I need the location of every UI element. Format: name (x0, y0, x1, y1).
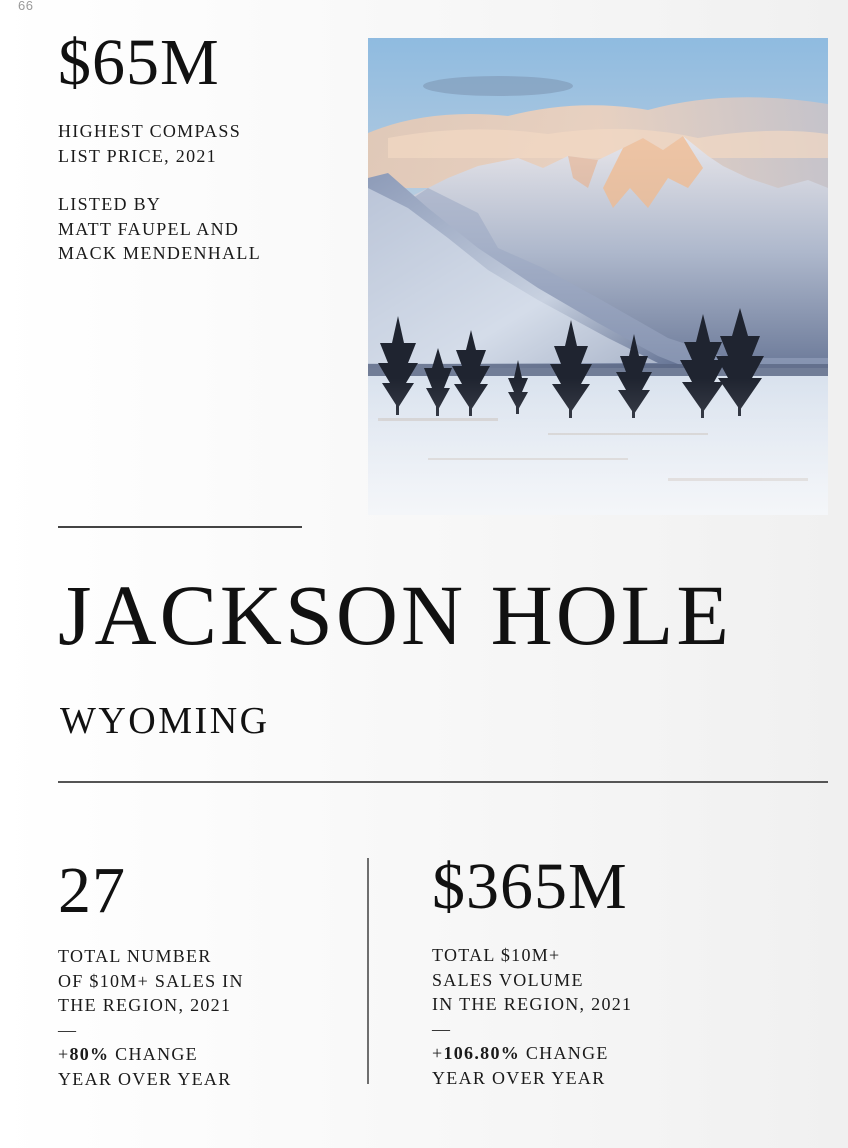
sales-volume-dash: — (432, 1018, 452, 1039)
location-state: WYOMING (60, 700, 270, 742)
sales-volume-label-line3: IN THE REGION, 2021 (432, 994, 633, 1014)
listed-by-line1: LISTED BY (58, 194, 162, 214)
short-divider (58, 526, 302, 528)
sales-volume-value: $365M (432, 850, 628, 923)
sales-count-change-line2: YEAR OVER YEAR (58, 1068, 232, 1089)
sales-volume-label-line2: SALES VOLUME (432, 969, 584, 990)
highest-price-label-line1: HIGHEST COMPASS (58, 121, 242, 141)
sales-volume-label-line1: TOTAL $10M+ (432, 945, 561, 965)
listed-by-line3: MACK MENDENHALL (58, 243, 261, 263)
location-title: JACKSON HOLE (58, 567, 732, 663)
listed-by-block (58, 192, 261, 266)
sales-volume-change-line2: YEAR OVER YEAR (432, 1067, 606, 1088)
sales-count-value: 27 (58, 854, 126, 927)
highest-price-label (58, 119, 241, 168)
sales-count-change (58, 1042, 244, 1067)
vertical-divider (367, 858, 369, 1084)
sales-volume-change-prefix: + (432, 1043, 444, 1063)
sales-volume-change-value: 106.80% (443, 1043, 521, 1063)
section-divider (58, 781, 828, 783)
highest-price-label-line2: LIST PRICE, 2021 (58, 145, 217, 166)
sales-count-change-value: 80% (69, 1044, 110, 1064)
sales-count-dash: — (58, 1019, 78, 1040)
sales-count-change-label: CHANGE (109, 1044, 198, 1064)
sales-count-label-line3: THE REGION, 2021 (58, 995, 232, 1015)
listed-by-line2: MATT FAUPEL AND (58, 218, 240, 239)
sales-count-block (58, 944, 244, 1091)
page-number: 66 (18, 0, 34, 13)
sales-count-change-prefix: + (58, 1044, 70, 1064)
highest-price-value: $65M (58, 26, 220, 99)
sales-count-label-line1: TOTAL NUMBER (58, 946, 212, 966)
sales-volume-change-label: CHANGE (520, 1043, 609, 1063)
sales-volume-change (432, 1041, 632, 1066)
sales-volume-block (432, 943, 632, 1090)
mountain-landscape-photo (368, 38, 828, 515)
sales-count-label-line2: OF $10M+ SALES IN (58, 970, 244, 991)
